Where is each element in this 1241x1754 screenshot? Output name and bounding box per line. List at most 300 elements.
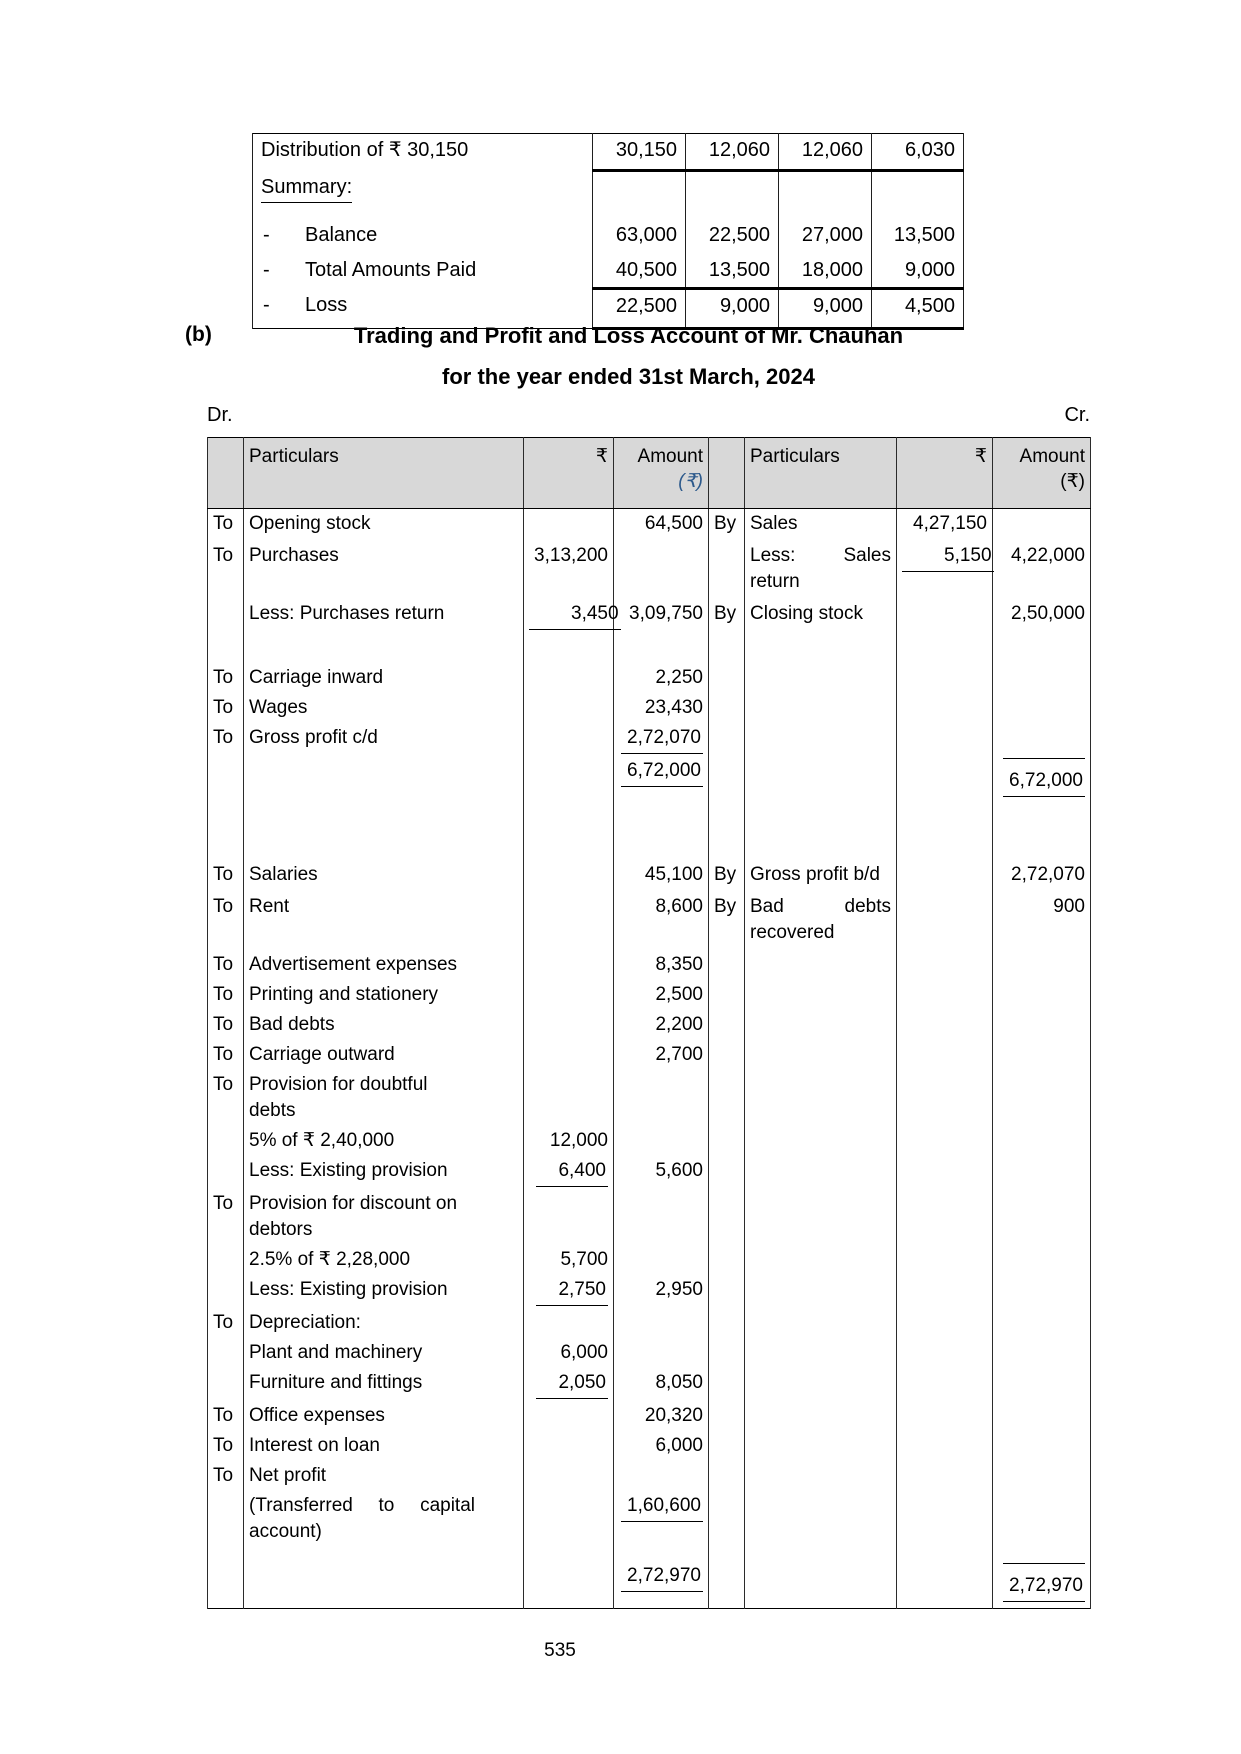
cr-amount-cell — [993, 756, 1091, 800]
cr-prefix-cell — [709, 1401, 745, 1431]
cr-prefix-cell — [709, 1010, 745, 1040]
distribution-summary-table — [252, 133, 964, 330]
balance-value: 63,000 — [593, 219, 686, 254]
dr-particulars-cell — [244, 723, 524, 756]
dr-prefix-cell — [208, 1461, 244, 1491]
dr-prefix-cell — [208, 860, 244, 892]
cell-text: Less: Purchases return — [249, 602, 445, 624]
dr-prefix-cell — [208, 1491, 244, 1561]
dr-amount-cell — [614, 800, 709, 860]
cell-text: By — [714, 863, 737, 885]
cr-amount-cell — [993, 860, 1091, 892]
table-row — [208, 800, 1091, 860]
empty-cell — [872, 171, 964, 219]
cell-text: Less: Existing provision — [249, 1159, 448, 1181]
dr-particulars-cell — [244, 1040, 524, 1070]
cell-text: Net profit — [249, 1464, 327, 1486]
cr-rupee-cell — [897, 1401, 993, 1431]
dr-rupee-cell — [524, 800, 614, 860]
cr-amount-cell — [993, 509, 1091, 541]
dr-amount-cell — [614, 693, 709, 723]
cell-text: 900 — [1053, 895, 1085, 917]
dr-rupee-cell — [524, 980, 614, 1010]
dr-particulars-header: Particulars — [244, 438, 524, 509]
dr-particulars-cell — [244, 693, 524, 723]
cr-prefix-cell — [709, 1156, 745, 1189]
distribution-value: 12,060 — [686, 134, 779, 171]
table-row — [208, 1461, 1091, 1491]
table-row — [253, 254, 964, 289]
dr-particulars-cell — [244, 633, 524, 663]
cr-prefix-cell — [709, 1308, 745, 1338]
cr-particulars-cell — [745, 599, 897, 633]
dr-particulars-cell — [244, 950, 524, 980]
cr-amount-cell — [993, 1308, 1091, 1338]
dr-rupee-cell — [524, 1491, 614, 1561]
cell-text: Closing stock — [750, 602, 863, 624]
dr-amount-cell — [614, 1010, 709, 1040]
dr-amount-cell — [614, 860, 709, 892]
bullet-dash: - — [263, 223, 270, 246]
dr-rupee-header: ₹ — [524, 438, 614, 509]
cell-text: 12,000 — [549, 1129, 608, 1151]
balance-value: 13,500 — [872, 219, 964, 254]
loss-value: 4,500 — [872, 289, 964, 329]
cell-text: 6,000 — [655, 1434, 703, 1456]
dr-particulars-cell — [244, 1431, 524, 1461]
cr-particulars-cell — [745, 541, 897, 599]
dr-prefix-cell — [208, 1275, 244, 1308]
dr-amount-cell — [614, 1245, 709, 1275]
dr-particulars-cell — [244, 541, 524, 599]
cell-text: Office expenses — [249, 1404, 385, 1426]
cell-text: 2,500 — [655, 983, 703, 1005]
cr-rupee-cell — [897, 723, 993, 756]
cell-text: 2,72,970 — [1003, 1573, 1085, 1602]
page-number: 535 — [544, 1640, 576, 1661]
cell-text: 2,200 — [655, 1013, 703, 1035]
cr-rupee-cell — [897, 1070, 993, 1126]
cr-particulars-cell — [745, 1070, 897, 1126]
cr-amount-cell — [993, 892, 1091, 950]
table-row — [208, 663, 1091, 693]
cr-amount-cell — [993, 693, 1091, 723]
dr-prefix-cell — [208, 980, 244, 1010]
cr-rupee-cell — [897, 541, 993, 599]
balance-value: 22,500 — [686, 219, 779, 254]
cr-amount-cell — [993, 950, 1091, 980]
cr-amount-cell — [993, 1338, 1091, 1368]
cell-text: 2,72,070 — [1011, 863, 1085, 885]
cell-text: 3,13,200 — [534, 544, 608, 566]
table-row — [208, 756, 1091, 800]
dr-amount-cell — [614, 1189, 709, 1245]
cr-prefix-cell — [709, 723, 745, 756]
cr-prefix-cell — [709, 950, 745, 980]
cr-prefix-cell — [709, 800, 745, 860]
cr-rupee-cell — [897, 800, 993, 860]
cr-particulars-cell — [745, 1368, 897, 1401]
dr-amount-cell — [614, 1156, 709, 1189]
distribution-value: 30,150 — [593, 134, 686, 171]
dr-particulars-cell — [244, 1338, 524, 1368]
cr-rupee-cell — [897, 1561, 993, 1609]
empty-cell — [779, 171, 872, 219]
dr-amount-cell — [614, 509, 709, 541]
dr-rupee-cell — [524, 1461, 614, 1491]
cr-rupee-cell — [897, 663, 993, 693]
cell-text: 8,350 — [655, 953, 703, 975]
cell-text: 8,600 — [655, 895, 703, 917]
dr-cr-row — [207, 404, 1090, 427]
dr-rupee-cell — [524, 1126, 614, 1156]
cell-text: Provision for discount on debtors — [249, 1192, 458, 1240]
table-row — [208, 693, 1091, 723]
dr-prefix-cell — [208, 1010, 244, 1040]
cell-text: Carriage outward — [249, 1043, 395, 1065]
cell-text: 8,050 — [655, 1371, 703, 1393]
cell-text: Gross profit b/d — [750, 863, 880, 885]
cr-particulars-cell — [745, 1126, 897, 1156]
dr-rupee-cell — [524, 1156, 614, 1189]
dr-amount-cell — [614, 950, 709, 980]
cr-prefix-cell — [709, 1070, 745, 1126]
cell-text: To — [213, 1013, 234, 1035]
cell-text: Carriage inward — [249, 666, 384, 688]
cell-text: To — [213, 1073, 234, 1095]
cr-particulars-cell — [745, 509, 897, 541]
dr-prefix-cell — [208, 1040, 244, 1070]
dr-rupee-cell — [524, 892, 614, 950]
table-row — [208, 1040, 1091, 1070]
dr-amount-cell — [614, 980, 709, 1010]
cr-rupee-cell — [897, 633, 993, 663]
cr-prefix-cell — [709, 509, 745, 541]
dr-prefix-cell — [208, 1245, 244, 1275]
dr-particulars-cell — [244, 1491, 524, 1561]
cr-particulars-cell — [745, 1189, 897, 1245]
balance-label: Balance — [305, 223, 378, 246]
cr-rupee-cell — [897, 1431, 993, 1461]
dr-rupee-cell — [524, 723, 614, 756]
table-row — [208, 1368, 1091, 1401]
cr-rupee-cell — [897, 860, 993, 892]
cr-amount-cell — [993, 599, 1091, 633]
cell-text: 6,400 — [536, 1158, 608, 1187]
cell-text: To — [213, 666, 234, 688]
trading-pl-account-table — [207, 437, 1091, 1609]
cr-particulars-cell — [745, 1245, 897, 1275]
cr-rupee-cell — [897, 1245, 993, 1275]
dr-amount-cell — [614, 633, 709, 663]
dr-rupee-cell — [524, 599, 619, 633]
loss-value: 9,000 — [686, 289, 779, 329]
cr-particulars-header: Particulars — [745, 438, 897, 509]
cr-rupee-cell — [897, 1368, 993, 1401]
dr-prefix-cell — [208, 1189, 244, 1245]
dr-prefix-cell — [208, 633, 244, 663]
cr-prefix-cell — [709, 599, 745, 633]
cr-prefix-cell — [709, 1368, 745, 1401]
cr-particulars-cell — [745, 1010, 897, 1040]
cr-particulars-cell — [745, 1561, 897, 1609]
cr-amount-cell — [993, 1189, 1091, 1245]
dr-rupee-cell — [524, 1275, 614, 1308]
table-row — [208, 1156, 1091, 1189]
cell-text: 2,950 — [655, 1278, 703, 1300]
cell-text: To — [213, 726, 234, 748]
cell-text: 2,50,000 — [1011, 602, 1085, 624]
cell-text: 2,250 — [655, 666, 703, 688]
dr-particulars-cell — [244, 1308, 524, 1338]
cell-text: 6,000 — [560, 1341, 608, 1363]
cr-prefix-cell — [709, 756, 745, 800]
cell-text: 23,430 — [644, 696, 703, 718]
table-row — [208, 950, 1091, 980]
cr-particulars-cell — [745, 1040, 897, 1070]
cr-prefix-cell — [709, 1338, 745, 1368]
dr-amount-cell — [614, 541, 709, 599]
dr-amount-cell — [614, 1040, 709, 1070]
cell-text: Less: Sales return — [750, 544, 891, 592]
dr-prefix-cell — [208, 599, 244, 633]
cr-rupee-cell — [897, 892, 993, 950]
title-line-2: for the year ended 31st March, 2024 — [442, 364, 815, 389]
cr-particulars-cell — [745, 892, 897, 950]
cell-text: 5,600 — [655, 1159, 703, 1181]
cr-amount-cell — [993, 1431, 1091, 1461]
header-row — [208, 438, 1091, 509]
dr-amount-cell — [614, 1275, 709, 1308]
cr-amount-cell — [993, 1275, 1091, 1308]
cr-particulars-cell — [745, 1401, 897, 1431]
dr-label: Dr. — [207, 404, 233, 426]
cell-text: 3,09,750 — [629, 602, 703, 624]
summary-heading-cell — [253, 171, 593, 219]
cell-text: Provision for doubtful debts — [249, 1073, 428, 1121]
cell-text: 45,100 — [644, 863, 703, 885]
dr-amount-cell — [614, 1491, 709, 1561]
cr-particulars-cell — [745, 950, 897, 980]
dr-particulars-cell — [244, 1245, 524, 1275]
cr-amount-cell — [993, 1010, 1091, 1040]
dr-prefix-cell — [208, 800, 244, 860]
cell-text: To — [213, 1311, 234, 1333]
cell-text: 2,750 — [536, 1277, 608, 1306]
table-row — [208, 1070, 1091, 1126]
dr-particulars-cell — [244, 1189, 524, 1245]
cell-text: To — [213, 696, 234, 718]
dr-particulars-cell — [244, 892, 524, 950]
cr-amount-unit: (₹) — [1060, 471, 1085, 492]
cell-text: Sales — [750, 513, 798, 534]
cell-text: 4,22,000 — [1011, 544, 1085, 566]
cell-text: Depreciation: — [249, 1311, 361, 1333]
cell-text: Bad debts — [249, 1013, 335, 1035]
cr-prefix-cell — [709, 980, 745, 1010]
dr-particulars-cell — [244, 1156, 524, 1189]
bullet-dash: - — [263, 258, 270, 281]
cr-rupee-cell — [897, 1156, 993, 1189]
cell-text: 5% of ₹ 2,40,000 — [249, 1129, 395, 1151]
table-row — [208, 980, 1091, 1010]
distribution-label: Distribution of ₹ 30,150 — [253, 134, 593, 171]
dr-rupee-cell — [524, 1245, 614, 1275]
loss-value: 22,500 — [593, 289, 686, 329]
dr-rupee-cell — [524, 860, 614, 892]
table-row — [208, 1245, 1091, 1275]
table-row — [208, 860, 1091, 892]
cell-text: To — [213, 895, 234, 917]
cell-text: To — [213, 1192, 234, 1214]
dr-rupee-cell — [524, 1189, 614, 1245]
cr-amount-cell — [993, 1156, 1091, 1189]
cr-amount-cell — [993, 1040, 1091, 1070]
cell-text: Rent — [249, 895, 290, 917]
dr-amount-cell — [614, 1126, 709, 1156]
dr-amount-cell — [614, 663, 709, 693]
distribution-value: 6,030 — [872, 134, 964, 171]
dr-prefix-cell — [208, 1126, 244, 1156]
table-row — [208, 892, 1091, 950]
cr-particulars-cell — [745, 860, 897, 892]
dr-prefix-cell — [208, 1338, 244, 1368]
cell-text: 2.5% of ₹ 2,28,000 — [249, 1248, 411, 1270]
dr-prefix-cell — [208, 1156, 244, 1189]
dr-amount-cell — [614, 1561, 709, 1609]
cell-text: Bad debts recovered — [750, 895, 891, 943]
distribution-value: 12,060 — [779, 134, 872, 171]
cr-rupee-cell — [897, 756, 993, 800]
total-paid-value: 9,000 — [872, 254, 964, 289]
total-paid-value: 18,000 — [779, 254, 872, 289]
dr-amount-cell — [614, 723, 709, 756]
cell-text: 1,60,600 — [621, 1493, 703, 1522]
dr-rupee-cell — [524, 1561, 614, 1609]
cr-prefix-cell — [709, 633, 745, 663]
table-row — [208, 1189, 1091, 1245]
cr-particulars-cell — [745, 1491, 897, 1561]
cr-amount-cell — [993, 633, 1091, 663]
dr-amount-header — [614, 438, 709, 509]
cr-rupee-header: ₹ — [897, 438, 993, 509]
dr-prefix-cell — [208, 723, 244, 756]
dr-prefix-cell — [208, 663, 244, 693]
total-paid-label-cell — [253, 254, 593, 289]
cell-text: To — [213, 513, 234, 534]
dr-prefix-cell — [208, 1070, 244, 1126]
cr-particulars-cell — [745, 693, 897, 723]
cell-text: By — [714, 602, 737, 624]
total-rule — [1003, 1563, 1085, 1602]
cell-text: Salaries — [249, 863, 318, 885]
dr-particulars-cell — [244, 1461, 524, 1491]
table-row — [208, 1010, 1091, 1040]
cr-particulars-cell — [745, 1308, 897, 1338]
dr-amount-unit: (₹) — [678, 471, 703, 492]
dr-amount-cell — [614, 1461, 709, 1491]
cell-text: 6,72,000 — [621, 758, 703, 787]
cr-rupee-cell — [897, 509, 993, 541]
table-row — [208, 1275, 1091, 1308]
cr-amount-header-label: Amount — [1019, 446, 1085, 467]
dr-rupee-cell — [524, 509, 614, 541]
cr-particulars-cell — [745, 756, 897, 800]
dr-rupee-cell — [524, 1431, 614, 1461]
cell-text: To — [213, 1464, 234, 1486]
dr-particulars-cell — [244, 860, 524, 892]
section-label: (b) — [185, 323, 212, 346]
balance-label-cell — [253, 219, 593, 254]
dr-particulars-cell — [244, 663, 524, 693]
cell-text: 4,27,150 — [913, 513, 987, 534]
cell-text: 5,700 — [560, 1248, 608, 1270]
dr-rupee-cell — [524, 1070, 614, 1126]
cell-text: Furniture and fittings — [249, 1371, 423, 1393]
cell-text: 20,320 — [644, 1404, 703, 1426]
dr-prefix-cell — [208, 1561, 244, 1609]
dr-prefix-cell — [208, 693, 244, 723]
empty-cell — [593, 171, 686, 219]
dr-prefix-cell — [208, 1401, 244, 1431]
cr-particulars-cell — [745, 800, 897, 860]
dr-prefix-cell — [208, 892, 244, 950]
cr-rupee-cell — [897, 1338, 993, 1368]
dr-amount-cell — [614, 1401, 709, 1431]
cr-label: Cr. — [1064, 404, 1090, 426]
cr-amount-cell — [993, 1561, 1091, 1609]
cell-text: By — [714, 895, 737, 917]
dr-amount-cell — [614, 1338, 709, 1368]
cell-text: 5,150 — [902, 543, 994, 572]
dr-amount-cell — [614, 1368, 709, 1401]
dr-prefix-cell — [208, 1368, 244, 1401]
dr-prefix-cell — [208, 1431, 244, 1461]
cell-text: Gross profit c/d — [249, 726, 378, 748]
balance-value: 27,000 — [779, 219, 872, 254]
cr-rupee-cell — [897, 1461, 993, 1491]
table-row — [208, 1491, 1091, 1561]
cr-amount-cell — [993, 663, 1091, 693]
cell-text: Printing and stationery — [249, 983, 439, 1005]
dr-amount-cell — [614, 1070, 709, 1126]
table-row — [253, 134, 964, 171]
summary-heading: Summary: — [261, 174, 352, 203]
cell-text: 6,72,000 — [1003, 768, 1085, 797]
cr-particulars-cell — [745, 1156, 897, 1189]
table-row — [208, 1561, 1091, 1609]
cr-amount-cell — [993, 1245, 1091, 1275]
cr-prefix-cell — [709, 1189, 745, 1245]
dr-amount-cell — [614, 892, 709, 950]
total-paid-value: 13,500 — [686, 254, 779, 289]
cr-prefix-cell — [709, 1561, 745, 1609]
cell-text: Less: Existing provision — [249, 1278, 448, 1300]
cr-particulars-cell — [745, 1431, 897, 1461]
cell-text: To — [213, 1404, 234, 1426]
dr-prefix-cell — [208, 950, 244, 980]
cr-prefix-cell — [709, 1275, 745, 1308]
cr-amount-cell — [993, 1126, 1091, 1156]
cr-amount-cell — [993, 1401, 1091, 1431]
cr-prefix-cell — [709, 1461, 745, 1491]
cr-prefix-header — [709, 438, 745, 509]
cell-text: To — [213, 953, 234, 975]
dr-particulars-cell — [244, 800, 524, 860]
dr-rupee-cell — [524, 693, 614, 723]
loss-value: 9,000 — [779, 289, 872, 329]
cr-rupee-cell — [897, 1126, 993, 1156]
